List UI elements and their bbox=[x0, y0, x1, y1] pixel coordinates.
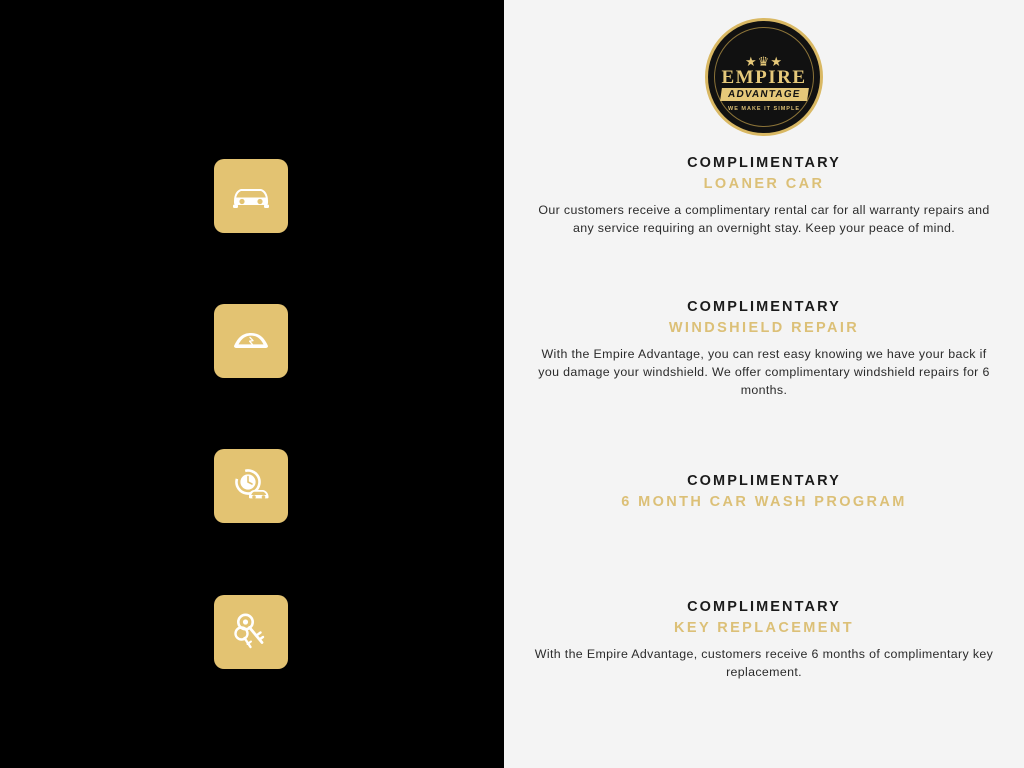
brand-logo bbox=[705, 18, 823, 136]
benefit-body: Our customers receive a complimentary rental car for all warranty repairs and any service requiring an overnight stay. Keep your peace of mind. bbox=[538, 203, 990, 235]
logo-tagline: WE MAKE IT SIMPLE bbox=[728, 106, 800, 112]
car-wash-icon bbox=[229, 466, 273, 506]
icon-tile-key-replacement bbox=[214, 595, 288, 669]
benefit-subheading: 6 MONTH CAR WASH PROGRAM bbox=[621, 494, 907, 510]
benefit-subheading: WINDSHIELD REPAIR bbox=[668, 320, 860, 336]
benefit-heading: COMPLIMENTARY bbox=[687, 599, 841, 615]
benefit-subheading: KEY REPLACEMENT bbox=[674, 620, 854, 636]
icon-tile-loaner-car bbox=[214, 159, 288, 233]
logo-badge bbox=[705, 18, 823, 136]
icon-tile-car-wash bbox=[214, 449, 288, 523]
windshield-icon bbox=[228, 329, 274, 353]
car-icon bbox=[229, 181, 273, 211]
crown-crest-icon: ★♛★ bbox=[745, 54, 783, 69]
benefit-block-windshield-repair bbox=[504, 297, 1024, 399]
benefit-heading: COMPLIMENTARY bbox=[687, 299, 841, 315]
logo-brand-subname: ADVANTAGE bbox=[720, 88, 808, 101]
benefit-block-key-replacement bbox=[504, 597, 1024, 681]
benefit-block-car-wash bbox=[504, 471, 1024, 513]
benefit-body: With the Empire Advantage, you can rest easy knowing we have your back if you damage your windshield. We offer complimentary windshield repairs for 6 months. bbox=[538, 347, 990, 397]
keys-icon bbox=[232, 611, 270, 653]
benefit-block-loaner-car bbox=[504, 153, 1024, 237]
icon-panel bbox=[0, 0, 504, 768]
benefit-heading: COMPLIMENTARY bbox=[687, 155, 841, 171]
content-panel bbox=[504, 0, 1024, 768]
benefit-subheading: LOANER CAR bbox=[703, 176, 825, 192]
logo-brand-name: EMPIRE bbox=[721, 67, 807, 88]
benefit-heading: COMPLIMENTARY bbox=[687, 473, 841, 489]
icon-tile-windshield-repair bbox=[214, 304, 288, 378]
benefit-body: With the Empire Advantage, customers receive 6 months of complimentary key replacement. bbox=[534, 647, 994, 679]
